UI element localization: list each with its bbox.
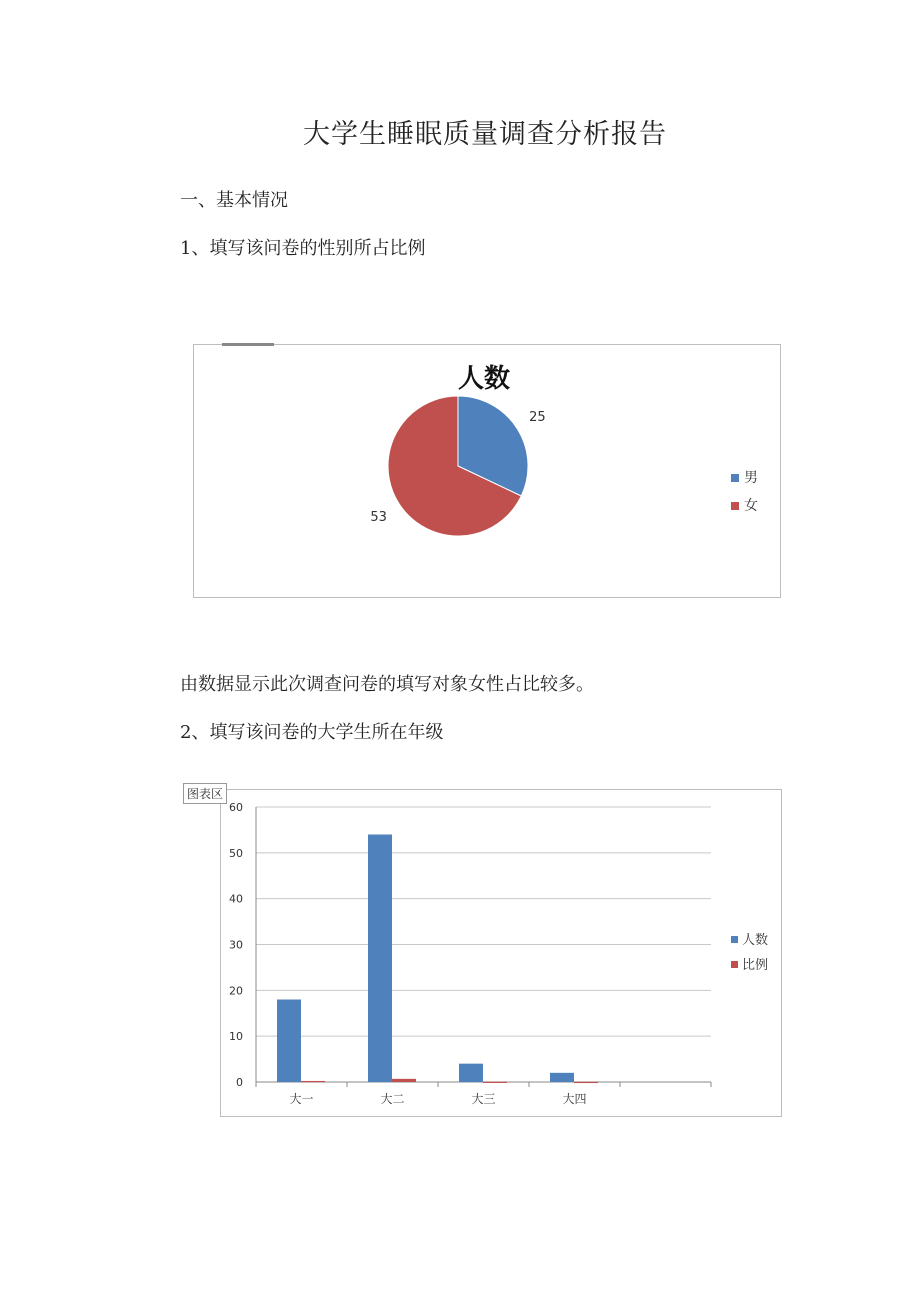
pie-chart-title: 人数 bbox=[457, 364, 511, 394]
legend-label: 人数 bbox=[742, 933, 769, 948]
bar-人数-大一 bbox=[277, 1000, 301, 1083]
x-tick-label: 大二 bbox=[380, 1092, 405, 1106]
pie-chart-frame bbox=[193, 344, 781, 598]
question-2-heading: 2、填写该问卷的大学生所在年级 bbox=[180, 722, 444, 743]
y-tick-label: 60 bbox=[229, 801, 243, 814]
legend-swatch bbox=[731, 474, 739, 482]
bar-人数-大四 bbox=[550, 1073, 574, 1082]
legend-swatch bbox=[731, 502, 739, 510]
pie-data-label: 25 bbox=[529, 409, 546, 425]
bar-人数-大二 bbox=[368, 835, 392, 1083]
page-title: 大学生睡眠质量调查分析报告 bbox=[303, 119, 667, 150]
bar-比例-大三 bbox=[483, 1082, 507, 1083]
legend-label: 比例 bbox=[742, 958, 769, 973]
bar-人数-大三 bbox=[459, 1064, 483, 1082]
bar-chart-frame bbox=[220, 789, 782, 1117]
y-tick-label: 0 bbox=[236, 1076, 243, 1089]
pie-data-label: 53 bbox=[370, 510, 387, 526]
y-tick-label: 10 bbox=[229, 1030, 243, 1044]
legend-label: 女 bbox=[744, 498, 758, 514]
summary-paragraph: 由数据显示此次调查问卷的填写对象女性占比较多。 bbox=[180, 674, 594, 695]
chart-area-tag: 图表区 bbox=[183, 783, 227, 804]
pie-chart bbox=[194, 345, 780, 597]
chart-frame-tab bbox=[222, 343, 274, 346]
question-1-heading: 1、填写该问卷的性别所占比例 bbox=[180, 238, 426, 259]
x-tick-label: 大四 bbox=[562, 1092, 587, 1106]
x-tick-label: 大一 bbox=[289, 1092, 314, 1106]
bar-比例-大一 bbox=[301, 1081, 325, 1082]
bar-比例-大四 bbox=[574, 1082, 598, 1083]
legend-label: 男 bbox=[744, 470, 758, 486]
y-tick-label: 40 bbox=[229, 892, 243, 906]
y-tick-label: 30 bbox=[229, 938, 243, 952]
y-tick-label: 50 bbox=[229, 846, 243, 860]
bar-比例-大二 bbox=[392, 1079, 416, 1082]
bar-chart bbox=[221, 790, 781, 1116]
x-tick-label: 大三 bbox=[471, 1092, 496, 1106]
legend-swatch bbox=[731, 961, 738, 968]
legend-swatch bbox=[731, 936, 738, 943]
section-heading: 一、基本情况 bbox=[180, 190, 288, 211]
y-tick-label: 20 bbox=[229, 984, 243, 998]
